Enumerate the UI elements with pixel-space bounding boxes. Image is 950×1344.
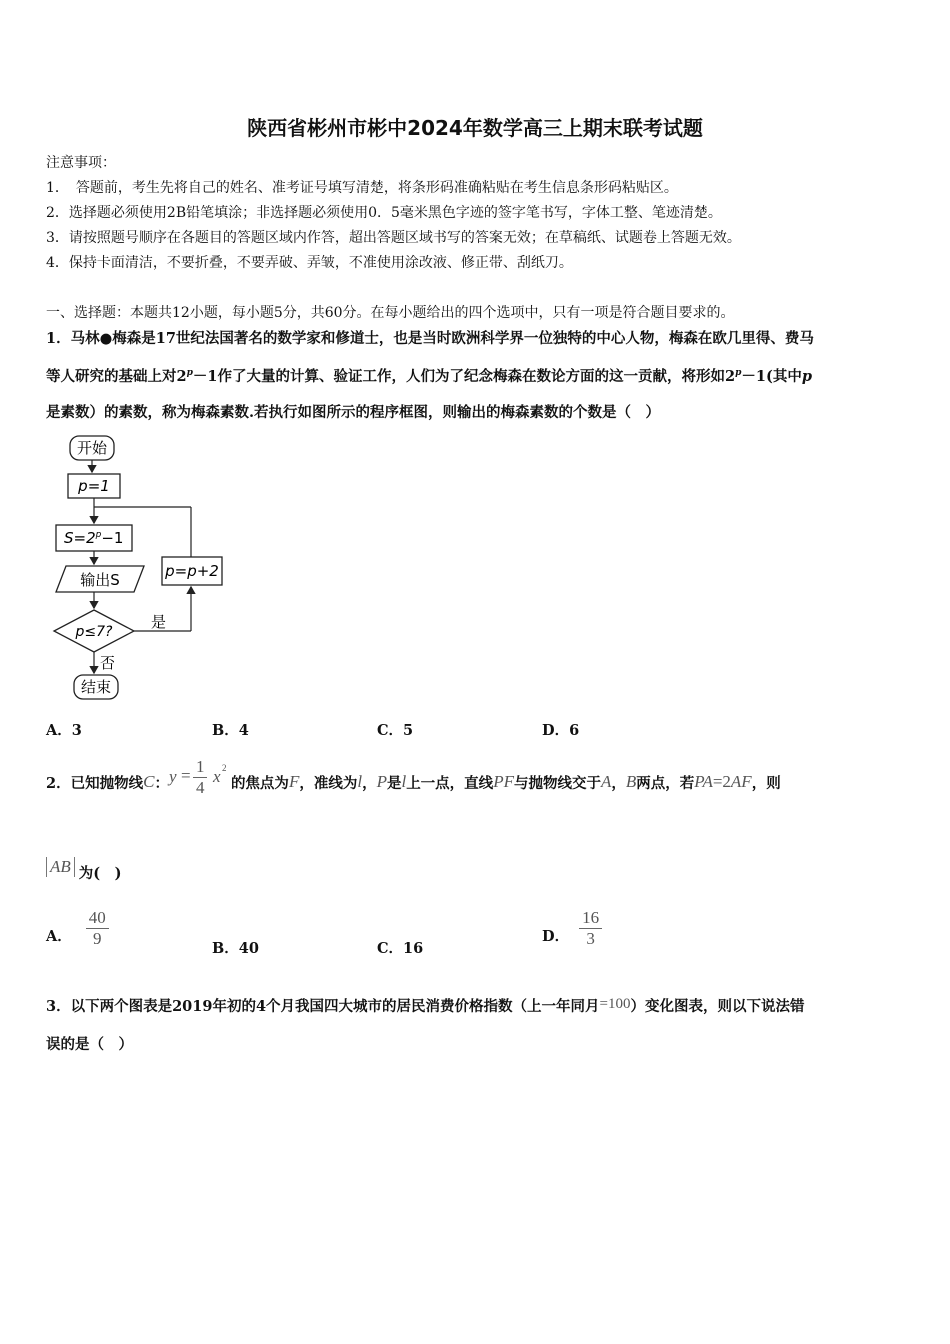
flow-start-label: 开始 [76, 439, 108, 457]
flow-assign-label: $S=2^p-1$ [64, 529, 124, 547]
q1-flowchart [48, 430, 238, 705]
q1-line-1: 1．马林●梅森是17世纪法国著名的数学家和修道士，也是当时欧洲科学界一位独特的中心人物，梅森在欧几里得、费马 [46, 330, 814, 347]
q2-parabola-formula: y = $\frac{1}{4}$ x 2 [168, 757, 227, 797]
q1-option-c: C．5 [377, 722, 414, 739]
page-title: 陕西省彬州市彬中2024年数学高三上期末联考试题 [247, 116, 703, 140]
q2-line-2: AB 为( ) [46, 852, 122, 882]
flow-output-label: 输出S [80, 571, 120, 589]
note-item-1: 1． 答题前，考生先将自己的姓名、准考证号填写清楚，将条形码准确粘贴在考生信息条形码粘贴区。 [46, 180, 678, 196]
q1-option-a: A．3 [46, 722, 82, 739]
flow-condition-label: p≤7? [75, 624, 113, 640]
q2-option-a: A． $\frac{40}{9}$ [46, 908, 109, 949]
q2-line-1: 2．已知抛物线 C ： y = $\frac{1}{4}$ x 2 的焦点为 F ，准线为 l ， P 是 l 上一点，直线 PF 与抛物线交于 A ， B 两点，若 PA =2 AF ，则 [46, 752, 781, 812]
q2-option-c: C．16 [377, 940, 424, 957]
q2-option-b: B．40 [212, 940, 259, 957]
q2-option-d: D． $\frac{16}{3}$ [542, 908, 602, 949]
q3-line-1: 3．以下两个图表是2019年初的4个月我国四大城市的居民消费价格指数（上一年同月=100）变化图表，则以下说法错 [46, 996, 805, 1015]
flow-no-label: 否 [100, 654, 116, 672]
q1-line-2: 等人研究的基础上对$2^p-1$作了大量的计算、验证工作，人们为了纪念梅森在数论方面的这一贡献，将形如$2^p-1$(其中p [46, 368, 812, 385]
q1-option-d: D．6 [542, 722, 580, 739]
flow-init-label: p=1 [78, 477, 110, 495]
flow-increment-label: p=p+2 [165, 562, 219, 580]
note-item-3: 3．请按照题号顺序在各题目的答题区域内作答，超出答题区域书写的答案无效；在草稿纸、试题卷上答题无效。 [46, 230, 741, 246]
flow-yes-label: 是 [151, 613, 167, 631]
q3-line-2: 误的是（ ） [46, 1036, 133, 1053]
section-heading: 一、选择题：本题共12小题，每小题5分，共60分。在每小题给出的四个选项中，只有一项是符合题目要求的。 [46, 305, 735, 321]
note-item-4: 4．保持卡面清洁，不要折叠，不要弄破、弄皱，不准使用涂改液、修正带、刮纸刀。 [46, 255, 573, 271]
q1-line-3: 是素数）的素数，称为梅森素数.若执行如图所示的程序框图，则输出的梅森素数的个数是（ ） [46, 404, 661, 421]
q1-option-b: B．4 [212, 722, 249, 739]
notes-heading: 注意事项： [46, 155, 116, 171]
flow-end-label: 结束 [80, 678, 112, 696]
note-item-2: 2．选择题必须使用2B铅笔填涂；非选择题必须使用0．5毫米黑色字迹的签字笔书写，字体工整、笔迹清楚。 [46, 205, 722, 221]
